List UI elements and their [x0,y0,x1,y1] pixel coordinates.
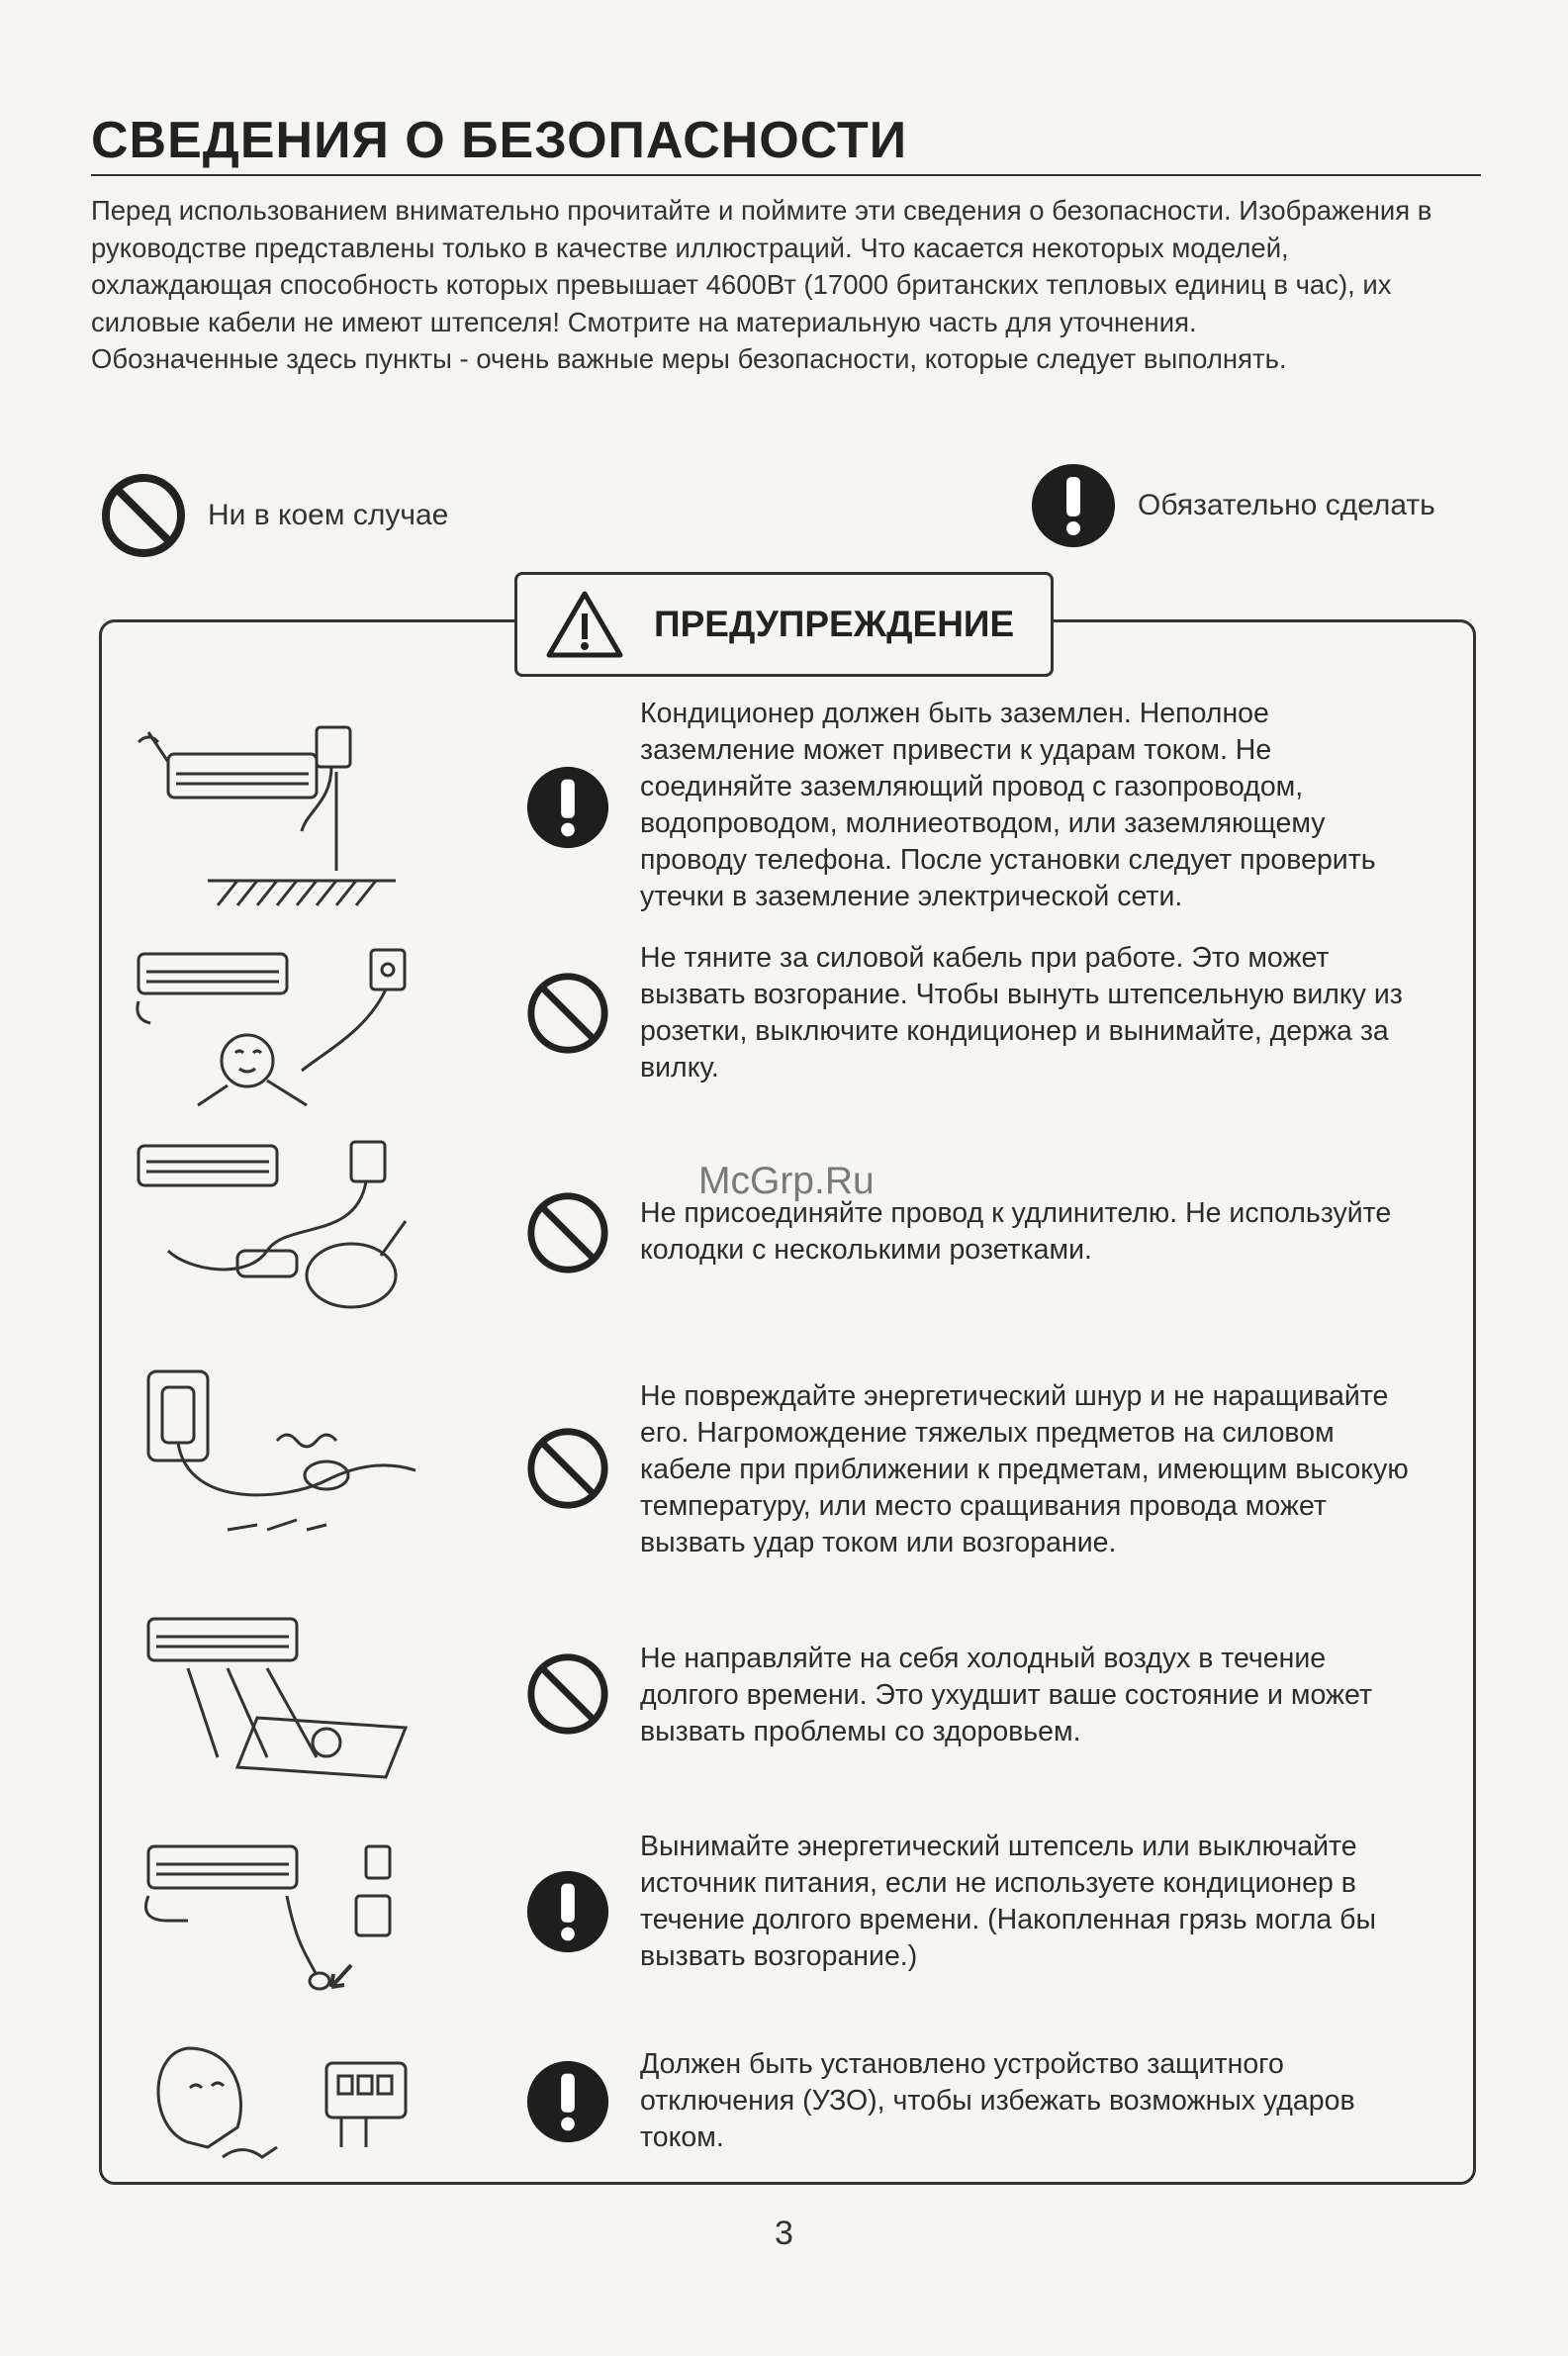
warning-item-extension: Не присоединяйте провод к удлинителю. Не используйте колодки с несколькими розетками. [640,1197,1392,1266]
warning-item-damage-cord: Не повреждайте энергетический шнур и не наращивайте его. Нагромождение тяжелых предметов на силовом кабеле при приближении к предметам, имеющим высокую температуру, или место сращивания провода может вызвать удар током или возгорание. [640,1380,1409,1558]
mandatory-icon [524,2058,611,2145]
rcd-illustration [129,2038,425,2187]
prohibit-icon [524,1425,611,1512]
mandatory-icon [1029,461,1118,550]
watermark: McGrp.Ru [698,1160,875,1202]
prohibit-icon [99,471,188,560]
warning-title: ПРЕДУПРЕЖДЕНИЕ [654,604,1015,644]
intro-text [91,192,1476,378]
pulling-cable-illustration [129,942,425,1120]
mandatory-icon [524,764,611,851]
warning-triangle-icon [545,590,624,659]
warning-item-unplug: Вынимайте энергетический штепсель или выключайте источник питания, если не используете кондиционер в течение долгого времени. (Накопленная грязь могла бы вызвать возгорание.) [640,1831,1376,1972]
title-rule [91,174,1481,176]
prohibit-icon [524,1650,611,1738]
warning-item-rcd: Должен быть установлено устройство защитного отключения (УЗО), чтобы избежать возможных ударов током. [640,2048,1355,2153]
prohibit-icon [524,970,611,1057]
page-title: СВЕДЕНИЯ О БЕЗОПАСНОСТИ [91,112,908,169]
warning-header [514,572,1054,677]
legend-mandatory-label: Обязательно сделать [1138,489,1435,521]
legend-mandatory [1029,461,1435,550]
prohibit-icon [524,1189,611,1276]
page-number: 3 [775,2215,793,2252]
warning-item-pull-cable: Не тяните за силовой кабель при работе. Это может вызвать возгорание. Чтобы вынуть штепсельную вилку из розетки, выключите кондиционер и вынимайте, держа за вилку. [640,942,1403,1084]
warning-item-grounding: Кондиционер должен быть заземлен. Неполное заземление может привести к ударам током. Не соединяйте заземляющий провод с газопроводом, водопроводом, молниеотводом, или заземляющему проводу телефона. После установки следует проверить утечки в заземление электрической сети. [640,698,1376,912]
damaged-cable-illustration [129,1362,425,1559]
unplug-illustration [129,1837,425,2034]
intro-paragraph-1: Перед использованием внимательно прочитайте и поймите эти сведения о безопасности. Изображения в руководстве представлены только в качестве иллюстраций. Что касается некоторых моделей, охлаждающая способность которых превышает 4600Вт (17000 британских тепловых единиц в час), их силовые кабели не имеют штепселя! Смотрите на материальную часть для уточнения. [91,195,1432,337]
cold-air-illustration [129,1609,425,1787]
grounding-illustration [129,712,425,920]
legend-prohibit [99,471,448,560]
mandatory-icon [524,1868,611,1955]
intro-paragraph-2: Обозначенные здесь пункты - очень важные меры безопасности, которые следует выполнять. [91,343,1287,374]
extension-cord-illustration [129,1132,425,1330]
legend-prohibit-label: Ни в коем случае [208,499,449,531]
warning-item-cold-air: Не направляйте на себя холодный воздух в течение долгого времени. Это ухудшит ваше состояние и может вызвать проблемы со здоровьем. [640,1643,1372,1747]
